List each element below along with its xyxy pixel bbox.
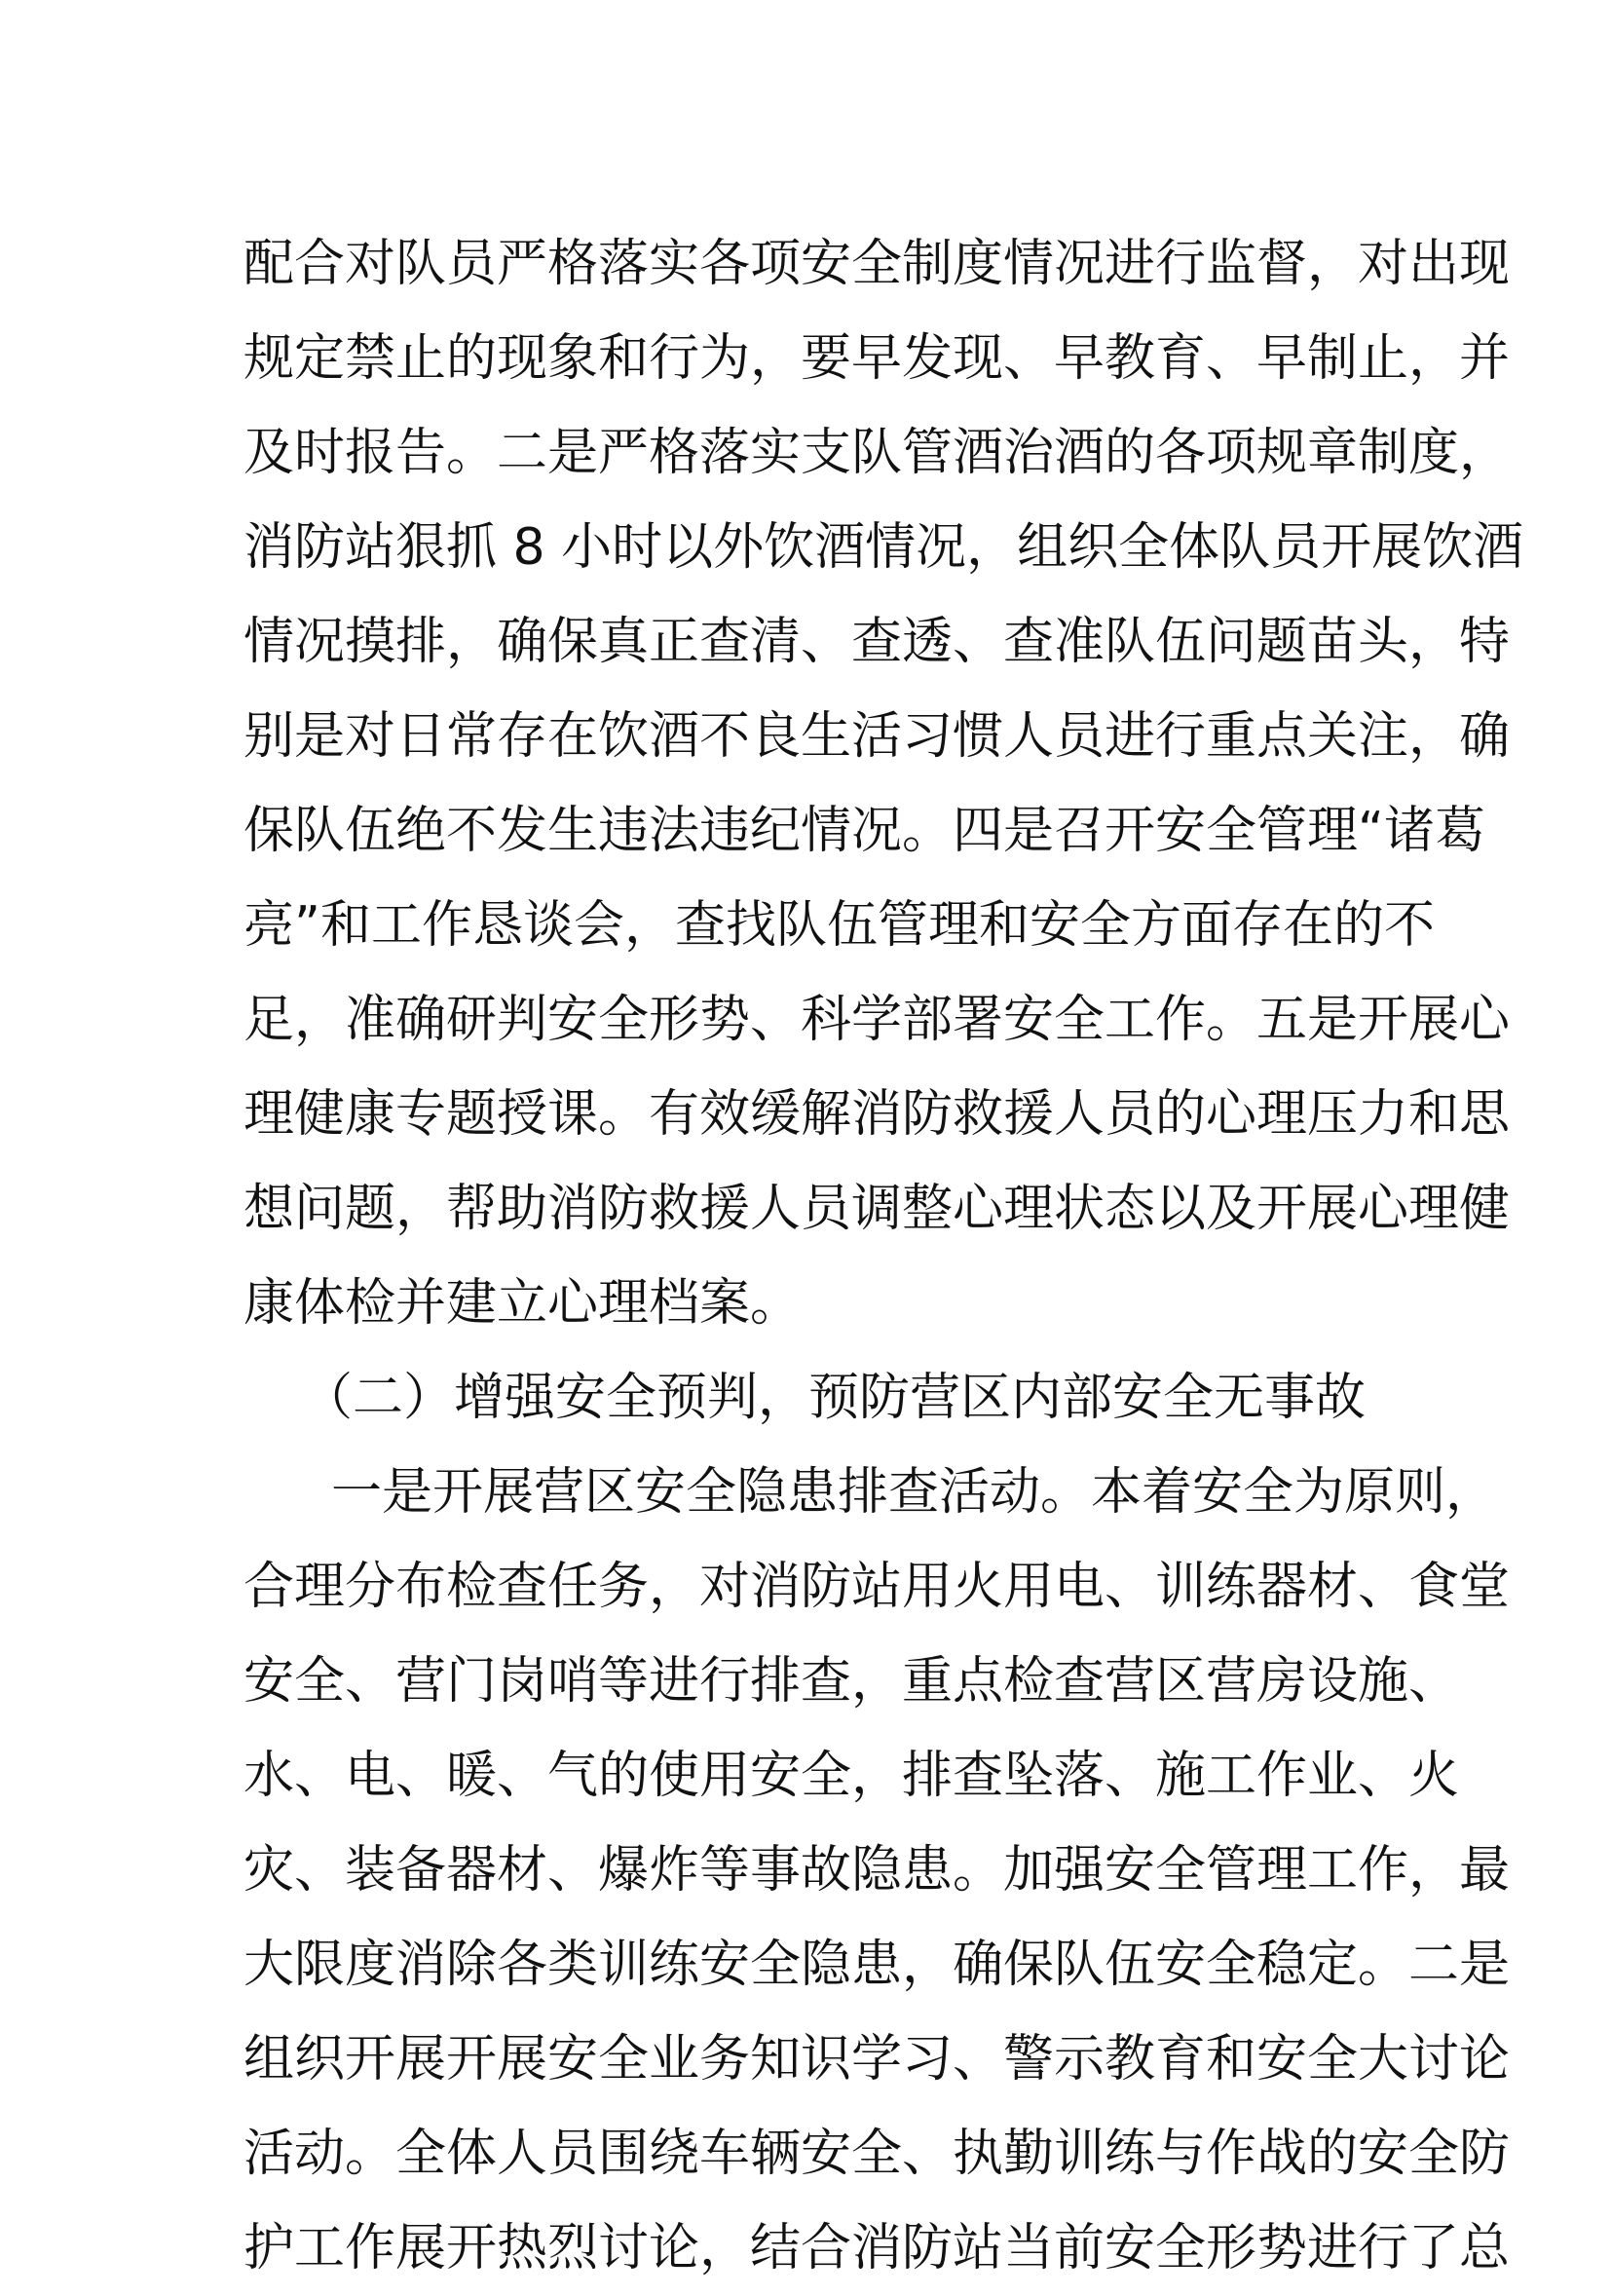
body-line: 安全、营门岗哨等进行排查，重点检查营区营房设施、 (244, 1652, 1460, 1711)
body-line: 保队伍绝不发生违法违纪情况。四是召开安全管理“诸葛 (244, 802, 1485, 860)
paragraph-first-line: 一是开展营区安全隐患排查活动。本着安全为原则， (331, 1463, 1497, 1522)
body-line: 情况摸排，确保真正查清、查透、查准队伍问题苗头，特 (244, 613, 1511, 671)
body-line: 及时报告。二是严格落实支队管酒治酒的各项规章制度， (244, 424, 1511, 482)
body-line: 别是对日常存在饮酒不良生活习惯人员进行重点关注，确 (244, 707, 1511, 766)
body-line: 理健康专题授课。有效缓解消防救援人员的心理压力和思 (244, 1085, 1511, 1144)
paragraph-last-line: 康体检并建立心理档案。 (244, 1274, 802, 1333)
body-line: 灾、装备器材、爆炸等事故隐患。加强安全管理工作，最 (244, 1841, 1511, 1900)
body-line: 水、电、暖、气的使用安全，排查坠落、施工作业、火 (244, 1747, 1460, 1805)
section-heading: （二）增强安全预判，预防营区内部安全无事故 (302, 1369, 1367, 1427)
body-line: 护工作展开热烈讨论，结合消防站当前安全形势进行了总 (244, 2219, 1511, 2277)
body-line: 足，准确研判安全形势、科学部署安全工作。五是开展心 (244, 991, 1511, 1049)
body-line: 规定禁止的现象和行为，要早发现、早教育、早制止，并 (244, 329, 1511, 388)
body-line: 亮”和工作恳谈会，查找队伍管理和安全方面存在的不 (244, 896, 1435, 955)
body-line: 组织开展开展安全业务知识学习、警示教育和安全大讨论 (244, 2030, 1511, 2089)
body-line: 配合对队员严格落实各项安全制度情况进行监督，对出现 (244, 235, 1511, 293)
body-line: 活动。全体人员围绕车辆安全、执勤训练与作战的安全防 (244, 2125, 1511, 2183)
body-line: 合理分布检查任务，对消防站用火用电、训练器材、食堂 (244, 1558, 1511, 1616)
document-body (244, 217, 1524, 2296)
body-line: 消防站狠抓 8 小时以外饮酒情况，组织全体队员开展饮酒 (244, 518, 1524, 577)
body-line: 想问题，帮助消防救援人员调整心理状态以及开展心理健 (244, 1180, 1511, 1238)
body-line: 大限度消除各类训练安全隐患，确保队伍安全稳定。二是 (244, 1936, 1511, 1994)
